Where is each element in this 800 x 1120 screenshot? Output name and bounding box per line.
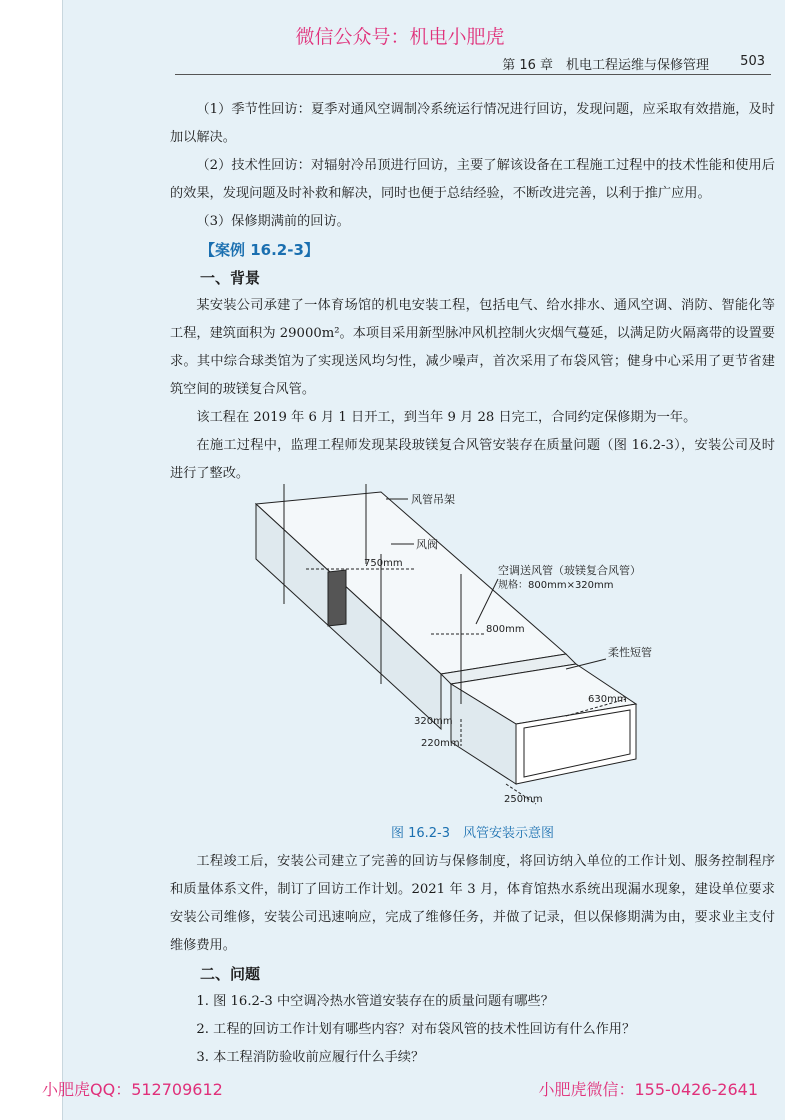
label-duct: 空调送风管（玻镁复合风管）	[498, 564, 641, 577]
label-flex: 柔性短管	[608, 646, 652, 659]
body-text-top	[170, 96, 775, 488]
dim-220: 220mm	[421, 738, 460, 749]
question-item: 2. 工程的回访工作计划有哪些内容？对布袋风管的技术性回访有什么作用？	[196, 1022, 636, 1037]
dim-250: 250mm	[504, 794, 543, 805]
paragraph: 在施工过程中，监理工程师发现某段玻镁复合风管安装存在质量问题（图 16.2-3），安装公司及时进行了整改。	[170, 438, 775, 481]
figure-caption: 图 16.2-3 风管安装示意图	[390, 826, 555, 841]
chapter-title: 第 16 章 机电工程运维与保修管理	[502, 58, 709, 73]
body-text-bottom	[170, 848, 775, 1072]
dim-320: 320mm	[414, 716, 453, 727]
dim-800: 800mm	[486, 624, 525, 635]
paragraph: 工程竣工后，安装公司建立了完善的回访与保修制度，将回访纳入单位的工作计划、服务控制程序和质量体系文件，制订了回访工作计划。2021 年 3 月，体育馆热水系统出现漏水现象，建设单位要求安装公司维修，安装公司迅速响应，完成了维修任务，并做了记录，但以保修期满为由，要求业主支付维修费用。	[170, 854, 775, 953]
label-damper: 风阀	[416, 538, 438, 551]
paragraph: 该工程在 2019 年 6 月 1 日开工，到当年 9 月 28 日完工，合同约定保修期为一年。	[196, 410, 697, 425]
label-spec: 规格：800mm×320mm	[498, 580, 614, 591]
watermark-top: 微信公众号：机电小肥虎	[295, 26, 505, 48]
paragraph: 某安装公司承建了一体育场馆的机电安装工程，包括电气、给水排水、通风空调、消防、智能化等工程，建筑面积为 29000m²。本项目采用新型脉冲风机控制火灾烟气蔓延，以满足防火隔离带的设置要求。其中综合球类馆为了实现送风均匀性，减少噪声，首次采用了布袋风管；健身中心采用了更节省建筑空间的玻镁复合风管。	[170, 298, 775, 397]
running-header	[175, 52, 771, 75]
paragraph: （3）保修期满前的回访。	[196, 214, 350, 229]
section-heading: 二、问题	[200, 965, 261, 983]
question-item: 1. 图 16.2-3 中空调冷热水管道安装存在的质量问题有哪些？	[196, 994, 554, 1009]
footer-watermark-right: 小肥虎微信：155-0426-2641	[538, 1080, 758, 1099]
dim-630: 630mm	[588, 694, 627, 705]
question-item: 3. 本工程消防验收前应履行什么手续？	[196, 1050, 425, 1065]
case-title: 【案例 16.2-3】	[200, 241, 319, 259]
section-heading: 一、背景	[200, 269, 261, 287]
page-number: 503	[740, 54, 765, 69]
footer-watermark-left: 小肥虎QQ：512709612	[42, 1080, 223, 1099]
duct-installation-figure	[236, 484, 736, 814]
dim-750: 750mm	[364, 558, 403, 569]
paragraph: （2）技术性回访：对辐射冷吊顶进行回访，主要了解该设备在工程施工过程中的技术性能和使用后的效果，发现问题及时补救和解决，同时也便于总结经验，不断改进完善，以利于推广应用。	[170, 158, 775, 201]
paragraph: （1）季节性回访：夏季对通风空调制冷系统运行情况进行回访，发现问题，应采取有效措施，及时加以解决。	[170, 102, 775, 145]
label-hanger: 风管吊架	[411, 493, 455, 506]
